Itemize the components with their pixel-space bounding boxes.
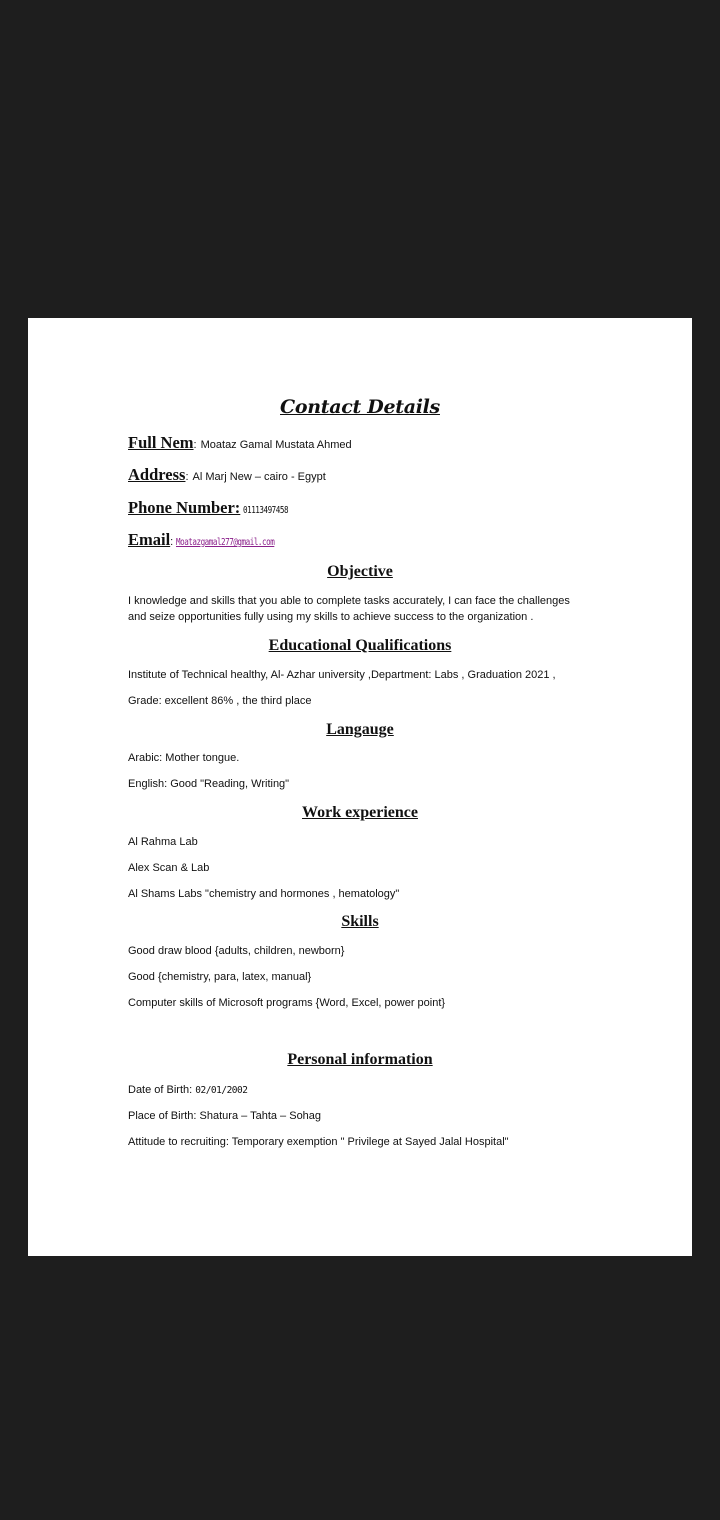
phone-row: [128, 498, 300, 518]
personal-line: Attitude to recruiting: Temporary exemption " Privilege at Sayed Jalal Hospital": [128, 1136, 509, 1148]
email-link[interactable]: Moatazgamal277@gmail.com: [176, 537, 275, 548]
language-line: English: Good "Reading, Writing": [128, 778, 290, 790]
address-value: Al Marj New – cairo - Egypt: [192, 471, 326, 483]
skills-line: Good draw blood {adults, children, newborn}: [128, 945, 345, 957]
address-sep: :: [185, 471, 189, 483]
language-heading: Langauge: [326, 721, 394, 738]
full-name-row: [128, 433, 352, 453]
dob-value: 02/01/2002: [195, 1085, 248, 1096]
dob-label: Date of Birth:: [128, 1084, 196, 1096]
email-row: [128, 530, 299, 550]
address-row: [128, 465, 326, 485]
personal-heading: Personal information: [287, 1051, 433, 1068]
phone-value: 01113497458: [243, 505, 289, 516]
education-line: Institute of Technical healthy, Al- Azhar university ,Department: Labs , Graduation 2021 ,: [128, 669, 556, 681]
objective-text: I knowledge and skills that you able to complete tasks accurately, I can face the challenges and seize opportunities fully using my skills to achieve success to the organization .: [128, 595, 570, 623]
language-line: Arabic: Mother tongue.: [128, 752, 240, 764]
work-heading: Work experience: [302, 804, 418, 821]
skills-line: Good {chemistry, para, latex, manual}: [128, 971, 312, 983]
document-page: [28, 318, 692, 1256]
work-line: Alex Scan & Lab: [128, 862, 210, 874]
skills-line: Computer skills of Microsoft programs {Word, Excel, power point}: [128, 997, 446, 1009]
phone-label: Phone Number:: [128, 498, 241, 517]
contact-details-title: Contact Details: [280, 396, 440, 418]
objective-heading: Objective: [327, 563, 393, 580]
dob-line: [128, 1082, 592, 1099]
education-line: Grade: excellent 86% , the third place: [128, 695, 312, 707]
full-name-value: Moataz Gamal Mustata Ahmed: [200, 439, 352, 451]
email-label: Email: [128, 530, 171, 549]
education-heading: Educational Qualifications: [268, 637, 452, 654]
email-sep: :: [170, 536, 177, 548]
personal-line: Place of Birth: Shatura – Tahta – Sohag: [128, 1110, 322, 1122]
work-line: Al Shams Labs "chemistry and hormones , hematology": [128, 888, 400, 900]
full-name-label: Full Nem: [128, 433, 194, 452]
full-name-sep: :: [193, 439, 197, 451]
work-line: Al Rahma Lab: [128, 836, 198, 848]
address-label: Address: [128, 465, 186, 484]
skills-heading: Skills: [341, 913, 379, 930]
